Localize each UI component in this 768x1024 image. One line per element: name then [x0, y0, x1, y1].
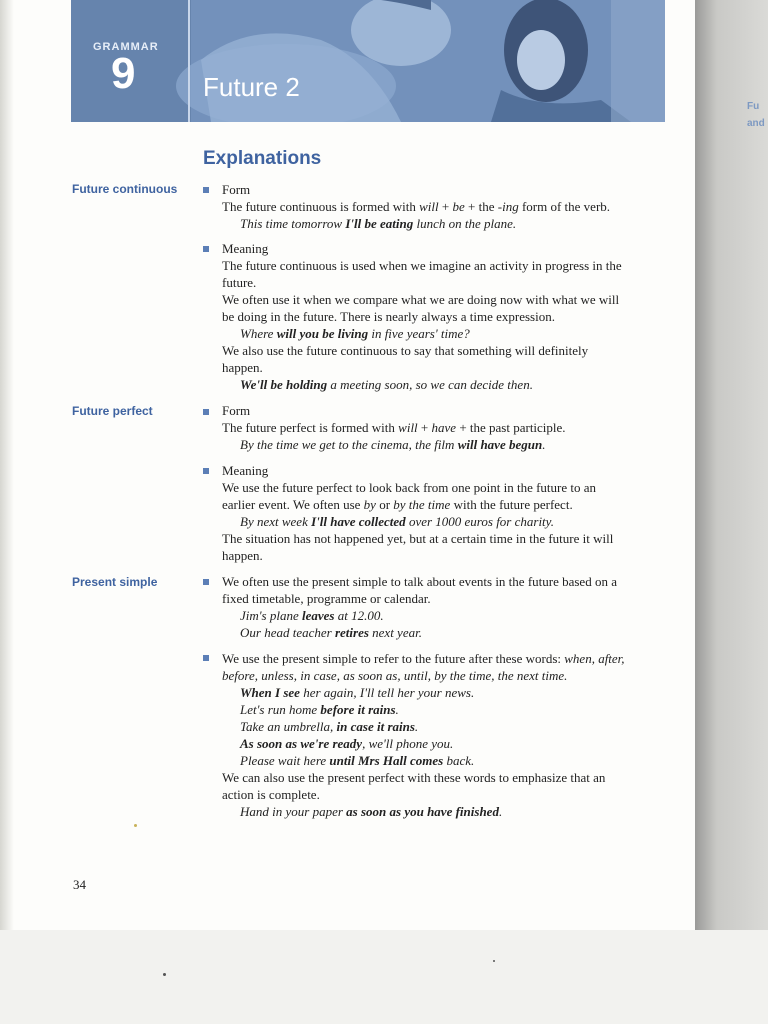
text-run: We often use the present simple to talk about events in the future based on a [222, 574, 617, 589]
scan-speck [493, 960, 495, 962]
section-heading: Explanations [203, 148, 322, 169]
text-run: The situation has not happened yet, but at a certain time in the future it will [222, 531, 614, 546]
page-number: 34 [73, 877, 86, 892]
body-line [222, 291, 619, 308]
adjacent-page-text: Fu [747, 101, 760, 112]
text-run: happen. [222, 360, 263, 375]
text-run: be doing in the future. There is nearly always a time expression. [222, 309, 555, 324]
scan-speck [134, 824, 137, 827]
text-run: + the past participle. [456, 420, 566, 435]
text-run: back. [443, 753, 475, 768]
text-run: The future continuous is used when we imagine an activity in progress in the [222, 258, 622, 273]
bullet-marker [203, 409, 209, 415]
body-line [222, 359, 263, 376]
example-line [240, 607, 384, 624]
text-run: We also use the future continuous to say that something will definitely [222, 343, 589, 358]
text-run: over 1000 euros for charity. [405, 514, 554, 529]
text-run: before, unless, in case, as soon as, until, by the time, the next time. [222, 668, 568, 683]
text-run: + the - [464, 199, 503, 214]
emphasis-text: leaves [302, 608, 335, 623]
text-run: by [363, 497, 376, 512]
bullet-marker [203, 468, 209, 474]
emphasis-text: in case it rains [336, 719, 415, 734]
text-run: future. [222, 275, 257, 290]
example-line [240, 513, 554, 530]
text-run: The future perfect is formed with [222, 420, 399, 435]
text-run: her again, I'll tell her your news. [299, 685, 475, 700]
body-line [222, 240, 268, 257]
body-line [222, 342, 588, 359]
emphasis-text: as soon as you have finished [346, 804, 499, 819]
emphasis-text: I'll be eating [345, 216, 414, 231]
text-run: . [395, 702, 399, 717]
text-run: fixed timetable, programme or calendar. [222, 591, 431, 606]
text-run: Hand in your paper [240, 804, 347, 819]
body-line [222, 530, 613, 547]
margin-label-future-perfect: Future perfect [72, 404, 153, 418]
emphasis-text: retires [334, 625, 369, 640]
text-run: Our head teacher [240, 625, 335, 640]
body-line [222, 462, 268, 479]
example-line [240, 436, 545, 453]
bullet-marker [203, 655, 209, 661]
text-run: The future continuous is formed with [222, 199, 420, 214]
example-line [240, 735, 453, 752]
body-line [222, 274, 256, 291]
text-run: , we'll phone you. [362, 736, 454, 751]
emphasis-text: When I see [240, 685, 300, 700]
text-run: action is complete. [222, 787, 320, 802]
text-run: . [542, 437, 546, 452]
text-run: form of the verb. [518, 199, 611, 214]
text-run: a meeting soon, so we can decide then. [327, 377, 533, 392]
body-line [222, 181, 250, 198]
body-line [222, 479, 596, 496]
bullet-marker [203, 246, 209, 252]
text-run: + [417, 420, 432, 435]
text-run: . [414, 719, 419, 734]
text-run: be [452, 199, 465, 214]
example-line [240, 718, 418, 735]
body-line [222, 786, 320, 803]
scan-background [0, 930, 768, 1024]
adjacent-page-edge [695, 0, 768, 930]
text-run: . [498, 804, 503, 819]
grammar-label: GRAMMAR [93, 41, 159, 53]
example-line [240, 684, 474, 701]
text-run: By next week [240, 514, 312, 529]
bullet-marker [203, 579, 209, 585]
body-line [222, 257, 622, 274]
margin-label-present-simple: Present simple [72, 575, 158, 589]
example-line [240, 624, 422, 641]
emphasis-text: will have begun [457, 437, 543, 452]
text-run: by the time [393, 497, 451, 512]
unit-title: Future 2 [203, 72, 300, 102]
text-run: with the future perfect. [450, 497, 573, 512]
body-line [222, 308, 555, 325]
text-run: Form [222, 182, 251, 197]
text-run: or [375, 497, 394, 512]
body-line [222, 496, 573, 513]
text-run: This time tomorrow [240, 216, 346, 231]
bullet-marker [203, 187, 209, 193]
emphasis-text: As soon as we're ready [240, 736, 363, 751]
emphasis-text: until Mrs Hall comes [329, 753, 444, 768]
text-run: Meaning [222, 463, 269, 478]
text-run: lunch on the plane. [413, 216, 517, 231]
text-run: will [419, 199, 439, 214]
body-line [222, 198, 610, 215]
body-line [222, 769, 605, 786]
text-run: + [438, 199, 453, 214]
text-run: Please wait here [240, 753, 330, 768]
body-line [222, 650, 625, 667]
text-run: Meaning [222, 241, 269, 256]
emphasis-text: before it rains [320, 702, 396, 717]
text-run: By the time we get to the cinema, the film [240, 437, 458, 452]
text-run: We use the present simple to refer to the future after these words: [222, 651, 565, 666]
students-photo [71, 0, 665, 122]
text-run: We often use it when we compare what we are doing now with what we will [222, 292, 620, 307]
text-run: happen. [222, 548, 263, 563]
text-run: Where [240, 326, 277, 341]
unit-header-banner [71, 0, 665, 122]
text-run: We can also use the present perfect with these words to emphasize that an [222, 770, 606, 785]
emphasis-text: I'll have collected [311, 514, 406, 529]
body-line [222, 547, 263, 564]
text-run: We use the future perfect to look back from one point in the future to an [222, 480, 597, 495]
body-line [222, 402, 250, 419]
text-run: ing [502, 199, 519, 214]
emphasis-text: We'll be holding [240, 377, 328, 392]
text-run: at 12.00. [334, 608, 384, 623]
scan-speck [163, 973, 166, 976]
text-run: Form [222, 403, 251, 418]
header-divider [188, 0, 190, 122]
body-line [222, 667, 567, 684]
example-line [240, 215, 516, 232]
adjacent-page-text: and [747, 118, 765, 129]
text-run: will [398, 420, 418, 435]
body-line [222, 590, 431, 607]
example-line [240, 701, 399, 718]
body-line [222, 419, 566, 436]
unit-number: 9 [111, 49, 136, 98]
text-run: Take an umbrella, [240, 719, 337, 734]
text-run: have [431, 420, 457, 435]
example-line [240, 376, 533, 393]
example-line [240, 752, 474, 769]
text-run: Let's run home [240, 702, 321, 717]
text-run: earlier event. We often use [222, 497, 364, 512]
margin-label-future-continuous: Future continuous [72, 182, 178, 196]
emphasis-text: will you be living [276, 326, 369, 341]
body-line [222, 573, 617, 590]
text-run: in five years' time? [368, 326, 470, 341]
text-run: next year. [368, 625, 422, 640]
example-line [240, 803, 502, 820]
example-line [240, 325, 470, 342]
text-run: when, after, [564, 651, 625, 666]
text-run: Jim's plane [240, 608, 302, 623]
